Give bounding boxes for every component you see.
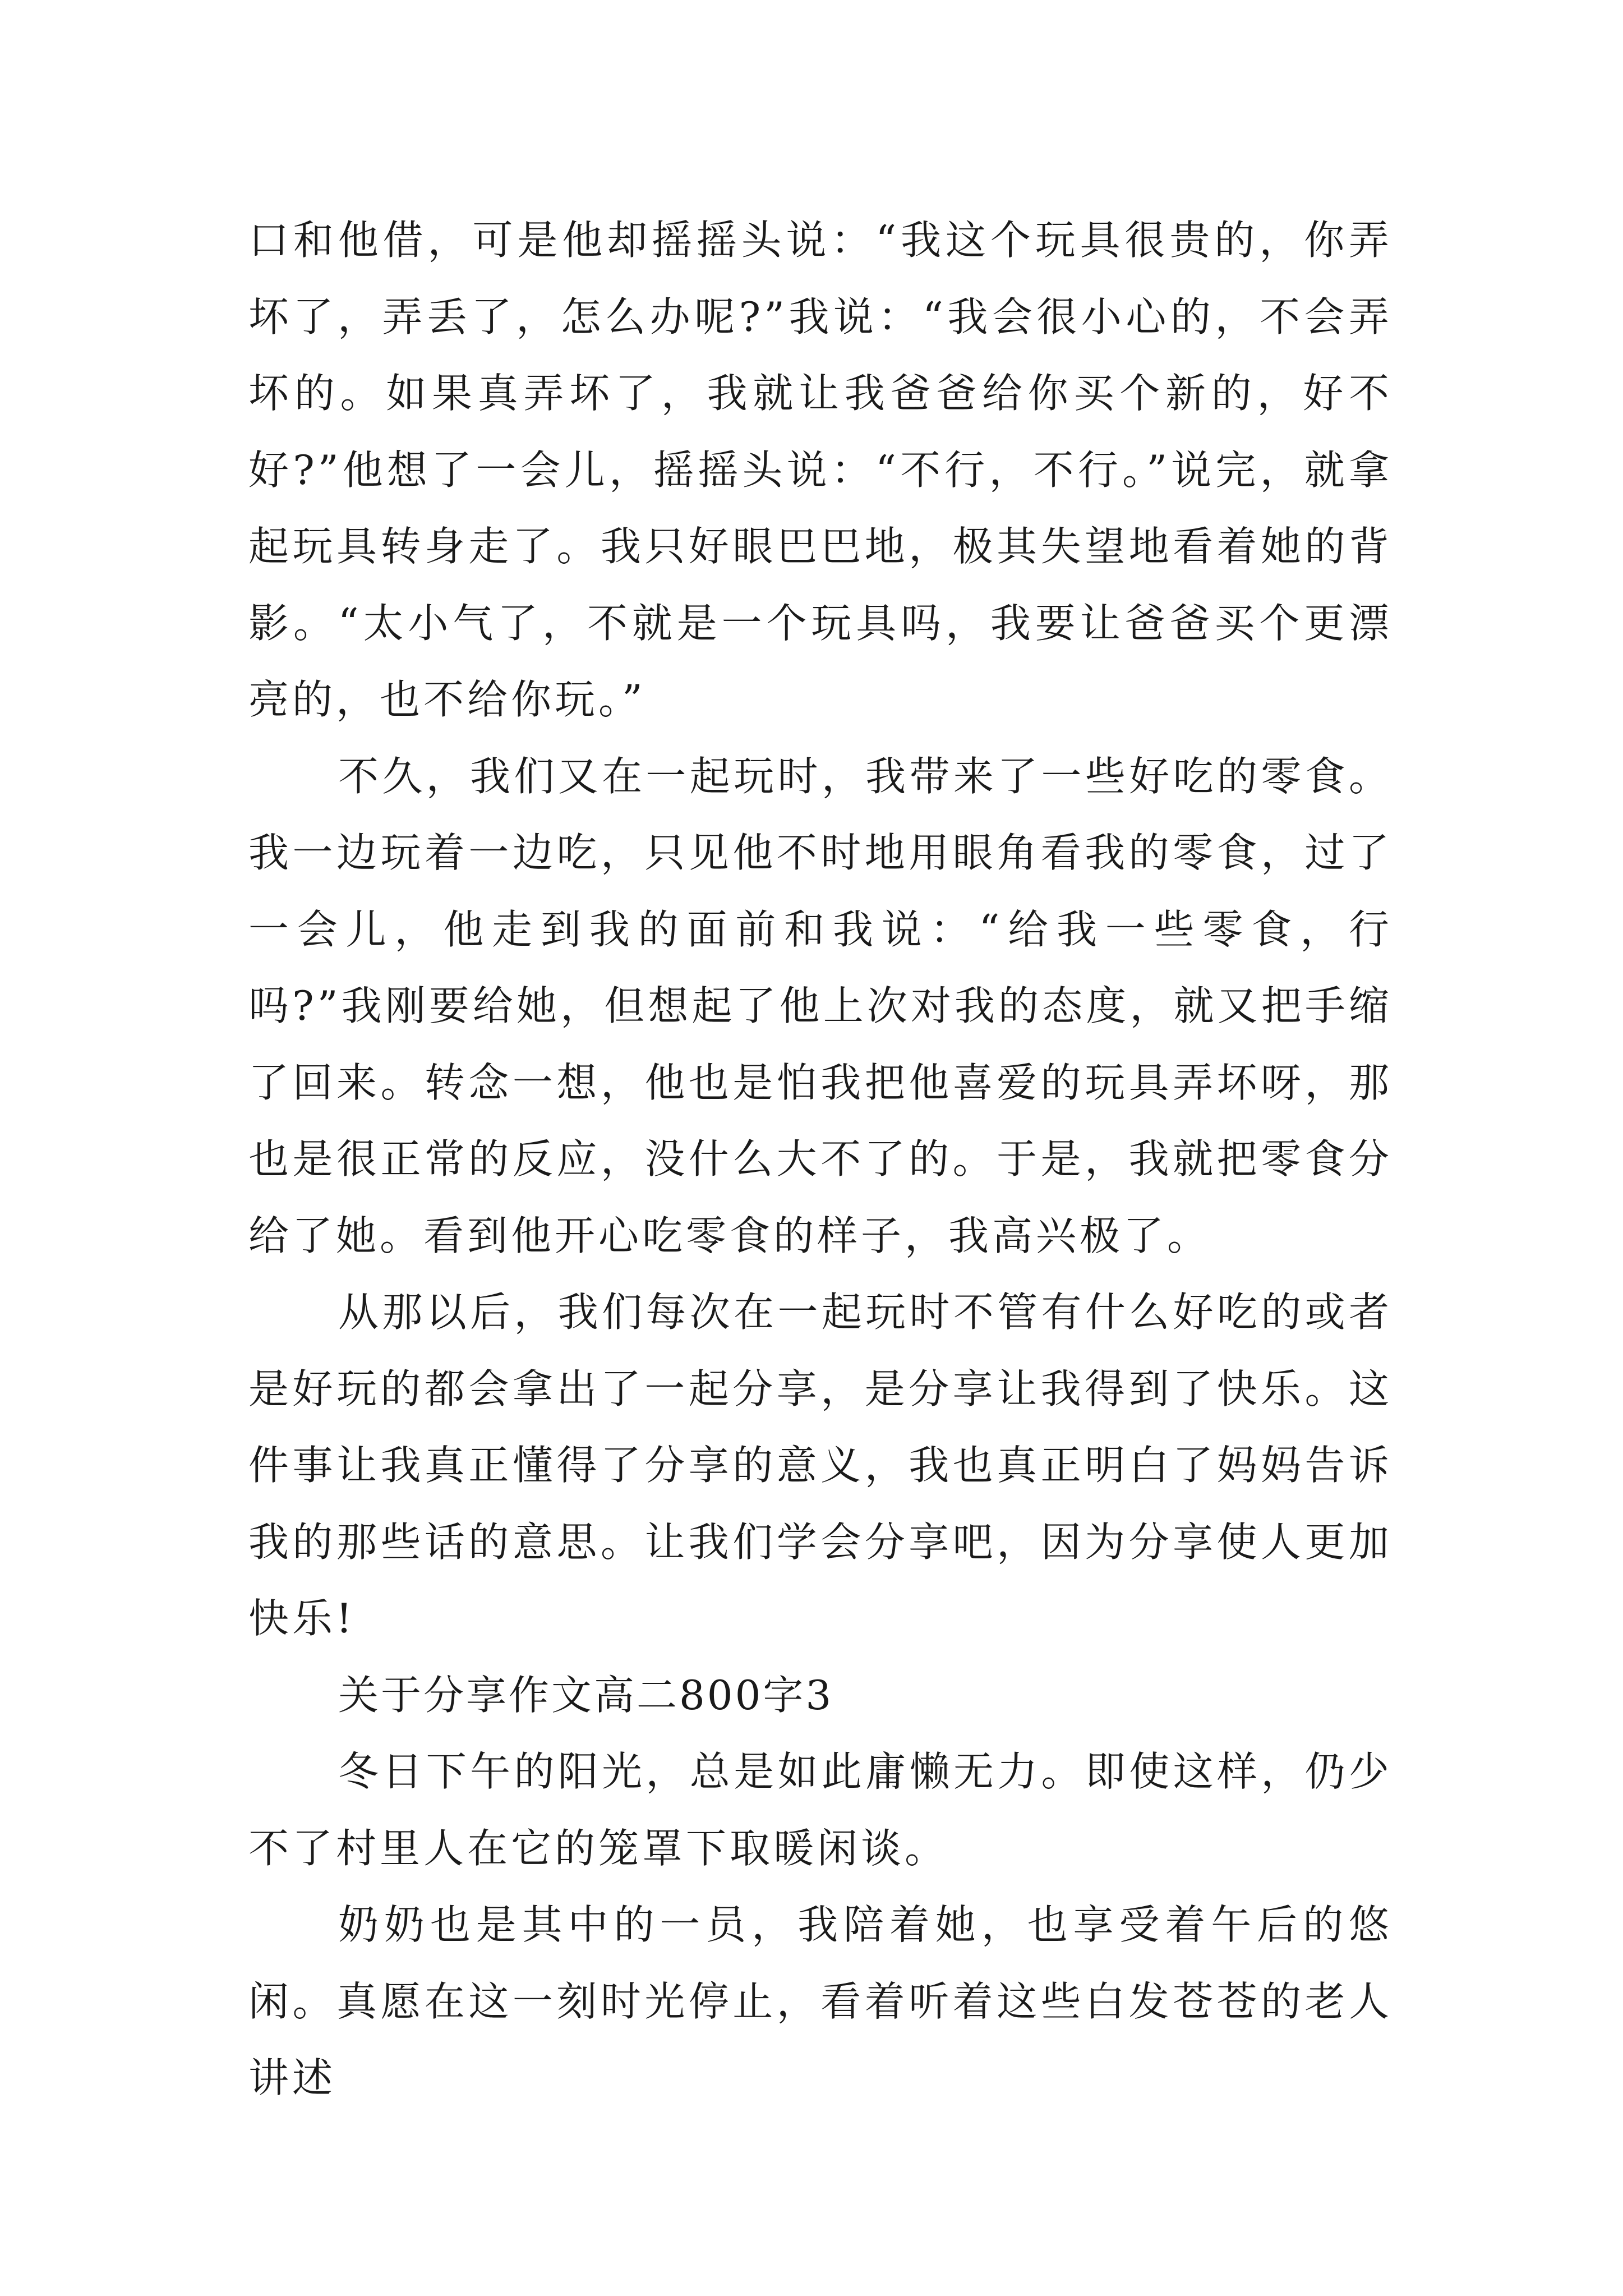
paragraph-grandma: 奶奶也是其中的一员，我陪着她，也享受着午后的悠闲。真愿在这一刻时光停止，看着听着这些白发苍苍的老人讲述 [248,1901,1393,2101]
paragraph-conclusion: 从那以后，我们每次在一起玩时不管有什么好吃的或者是好玩的都会拿出了一起分享，是分享让我得到了快乐。这件事让我真正懂得了分享的意义，我也真正明白了妈妈告诉我的那些话的意思。让我们学会分享吧，因为分享使人更加快乐! [248,1289,1393,1642]
paragraph-snacks: 不久，我们又在一起玩时，我带来了一些好吃的零食。我一边玩着一边吃，只见他不时地用眼角看我的零食，过了一会儿，他走到我的面前和我说：“给我一些零食，行吗?”我刚要给她，但想起了他上次对我的态度，就又把手缩了回来。转念一想，他也是怕我把他喜爱的玩具弄坏呀，那也是很正常的反应，没什么大不了的。于是，我就把零食分给了她。看到他开心吃零食的样子，我高兴极了。 [248,752,1393,1259]
essay-title: 关于分享作文高二800字3 [338,1671,834,1719]
paragraph-continuation: 口和他借，可是他却摇摇头说：“我这个玩具很贵的，你弄坏了，弄丢了，怎么办呢?”我说：“我会很小心的，不会弄坏的。如果真弄坏了，我就让我爸爸给你买个新的，好不好?”他想了一会儿，摇摇头说：“不行，不行。”说完，就拿起玩具转身走了。我只好眼巴巴地，极其失望地看着她的背影。“太小气了，不就是一个玩具吗，我要让爸爸买个更漂亮的，也不给你玩。” [248,217,1393,723]
document-body [248,202,1393,2116]
paragraph-winter-sun: 冬日下午的阳光，总是如此庸懒无力。即使这样，仍少不了村里人在它的笼罩下取暖闲谈。 [248,1748,1393,1872]
